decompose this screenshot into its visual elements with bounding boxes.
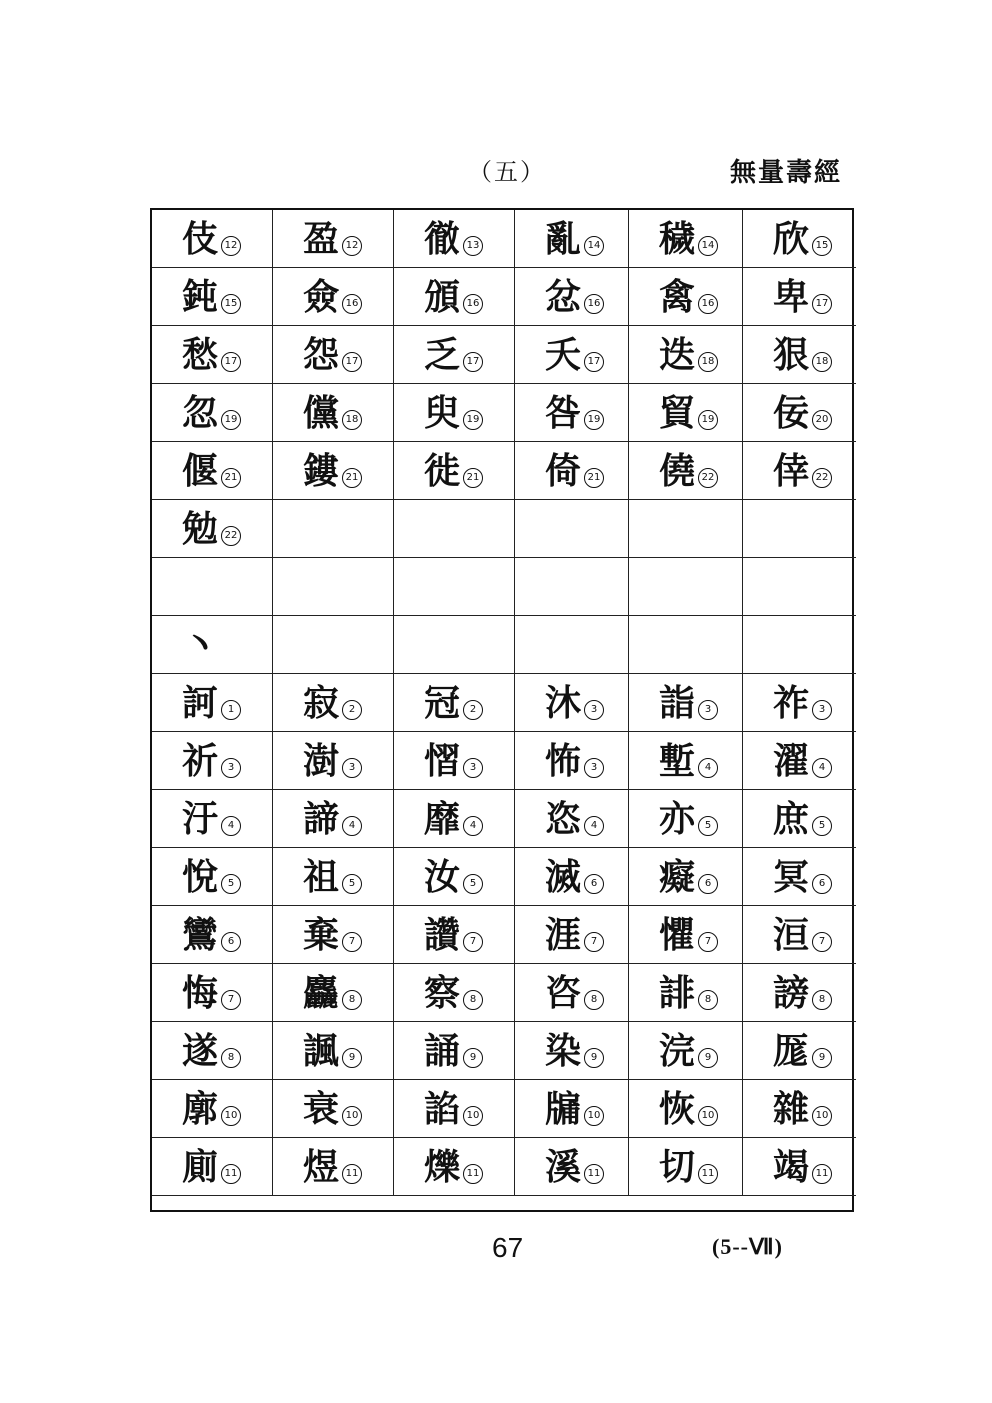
circled-number: 16 [584, 294, 604, 314]
circled-number: 4 [812, 758, 832, 778]
table-cell [273, 500, 394, 558]
table-cell [743, 1080, 856, 1138]
table-cell [394, 848, 515, 906]
character: 棄 [303, 913, 340, 956]
character: 徹 [424, 217, 461, 260]
character: 鈍 [182, 275, 219, 318]
character: 冥 [773, 855, 810, 898]
circled-number: 4 [584, 816, 604, 836]
table-cell [394, 1138, 515, 1196]
character: 塹 [659, 739, 696, 782]
character: 牖 [545, 1087, 582, 1130]
table-cell [515, 848, 629, 906]
table-cell [394, 442, 515, 500]
circled-number: 10 [463, 1106, 483, 1126]
circled-number: 16 [342, 294, 362, 314]
character: 怖 [545, 739, 582, 782]
table-cell [152, 210, 273, 268]
character: 悅 [182, 855, 219, 898]
character: 貿 [659, 391, 696, 434]
circled-number: 10 [698, 1106, 718, 1126]
table-cell [394, 906, 515, 964]
circled-number: 3 [584, 700, 604, 720]
table-cell [743, 674, 856, 732]
character: 欣 [773, 217, 810, 260]
character: 沐 [545, 681, 582, 724]
character: 儻 [303, 391, 340, 434]
table-cell [515, 558, 629, 616]
circled-number: 8 [463, 990, 483, 1010]
character-table [150, 208, 854, 1212]
character: 僥 [659, 449, 696, 492]
circled-number: 5 [342, 874, 362, 894]
character: 靡 [424, 797, 461, 840]
circled-number: 11 [221, 1164, 241, 1184]
character: 穢 [659, 217, 696, 260]
table-cell [273, 558, 394, 616]
table-cell [629, 790, 743, 848]
character: 勉 [182, 507, 219, 550]
volume-code: (5--Ⅶ) [712, 1234, 783, 1259]
character: 夭 [545, 333, 582, 376]
character: 倖 [773, 449, 810, 492]
character: 衰 [303, 1087, 340, 1130]
circled-number: 20 [812, 410, 832, 430]
circled-number: 10 [812, 1106, 832, 1126]
character: 咎 [545, 391, 582, 434]
character: 狠 [773, 333, 810, 376]
circled-number: 10 [221, 1106, 241, 1126]
character: 洹 [773, 913, 810, 956]
circled-number: 4 [221, 816, 241, 836]
table-cell [394, 674, 515, 732]
circled-number: 11 [342, 1164, 362, 1184]
character: 祚 [773, 681, 810, 724]
table-cell [152, 790, 273, 848]
table-cell [515, 1080, 629, 1138]
table-cell [743, 210, 856, 268]
circled-number: 19 [698, 410, 718, 430]
table-cell [743, 616, 856, 674]
circled-number: 16 [463, 294, 483, 314]
table-cell [629, 1138, 743, 1196]
character: 廓 [182, 1087, 219, 1130]
table-cell [629, 500, 743, 558]
circled-number: 8 [342, 990, 362, 1010]
character: 訶 [182, 681, 219, 724]
table-cell [629, 210, 743, 268]
character: 鸞 [182, 913, 219, 956]
table-cell [629, 848, 743, 906]
circled-number: 9 [698, 1048, 718, 1068]
circled-number: 6 [584, 874, 604, 894]
circled-number: 18 [698, 352, 718, 372]
table-cell [743, 558, 856, 616]
character: 亦 [659, 797, 696, 840]
character: 諷 [303, 1029, 340, 1072]
character: 佞 [773, 391, 810, 434]
circled-number: 16 [698, 294, 718, 314]
circled-number: 17 [342, 352, 362, 372]
circled-number: 4 [463, 816, 483, 836]
circled-number: 21 [342, 468, 362, 488]
table-cell [394, 210, 515, 268]
circled-number: 3 [342, 758, 362, 778]
circled-number: 22 [698, 468, 718, 488]
table-cell [629, 268, 743, 326]
table-cell [743, 1138, 856, 1196]
table-cell [743, 268, 856, 326]
character: 讚 [424, 913, 461, 956]
character: 滅 [545, 855, 582, 898]
circled-number: 7 [342, 932, 362, 952]
table-cell [273, 384, 394, 442]
character: 咨 [545, 971, 582, 1014]
circled-number: 4 [342, 816, 362, 836]
character: 爍 [424, 1145, 461, 1188]
table-cell [394, 500, 515, 558]
character: 竭 [773, 1145, 810, 1188]
table-cell [629, 1022, 743, 1080]
table-cell [152, 616, 273, 674]
table-cell [273, 906, 394, 964]
table-cell [515, 906, 629, 964]
table-cell [515, 384, 629, 442]
circled-number: 7 [584, 932, 604, 952]
character: 染 [545, 1029, 582, 1072]
table-cell [273, 790, 394, 848]
circled-number: 17 [812, 294, 832, 314]
table-cell [394, 1022, 515, 1080]
character: 廁 [182, 1145, 219, 1188]
circled-number: 10 [584, 1106, 604, 1126]
circled-number: 4 [698, 758, 718, 778]
character: 雜 [773, 1087, 810, 1130]
table-cell [743, 848, 856, 906]
circled-number: 11 [812, 1164, 832, 1184]
circled-number: 14 [584, 236, 604, 256]
character: 察 [424, 971, 461, 1014]
circled-number: 12 [342, 236, 362, 256]
table-cell [629, 1080, 743, 1138]
circled-number: 9 [463, 1048, 483, 1068]
circled-number: 7 [221, 990, 241, 1010]
table-cell [629, 384, 743, 442]
circled-number: 17 [584, 352, 604, 372]
character: 恢 [659, 1087, 696, 1130]
circled-number: 22 [812, 468, 832, 488]
circled-number: 21 [463, 468, 483, 488]
table-cell [515, 500, 629, 558]
table-cell [152, 906, 273, 964]
table-cell [273, 1022, 394, 1080]
table-cell [515, 616, 629, 674]
circled-number: 3 [812, 700, 832, 720]
circled-number: 10 [342, 1106, 362, 1126]
table-cell [515, 1138, 629, 1196]
character: 悔 [182, 971, 219, 1014]
circled-number: 17 [463, 352, 483, 372]
character: 誹 [659, 971, 696, 1014]
table-cell [743, 1022, 856, 1080]
table-cell [152, 732, 273, 790]
circled-number: 11 [584, 1164, 604, 1184]
character: 汙 [182, 797, 219, 840]
circled-number: 5 [221, 874, 241, 894]
table-cell [394, 732, 515, 790]
table-cell [394, 616, 515, 674]
character: 頒 [424, 275, 461, 318]
character: 忽 [182, 391, 219, 434]
character: 倚 [545, 449, 582, 492]
table-cell [273, 732, 394, 790]
table-cell [629, 616, 743, 674]
circled-number: 6 [221, 932, 241, 952]
table-cell [629, 442, 743, 500]
table-cell [152, 442, 273, 500]
circled-number: 1 [221, 700, 241, 720]
table-cell [152, 848, 273, 906]
table-cell [394, 326, 515, 384]
character: 謗 [773, 971, 810, 1014]
table-cell [394, 558, 515, 616]
circled-number: 11 [698, 1164, 718, 1184]
circled-number: 6 [698, 874, 718, 894]
table-cell [743, 326, 856, 384]
table-cell [152, 674, 273, 732]
character: 鏤 [303, 449, 340, 492]
character: 盈 [303, 217, 340, 260]
circled-number: 14 [698, 236, 718, 256]
character: 僉 [303, 275, 340, 318]
character: 乏 [424, 333, 461, 376]
table-cell [743, 384, 856, 442]
circled-number: 9 [812, 1048, 832, 1068]
circled-number: 2 [342, 700, 362, 720]
character: 臾 [424, 391, 461, 434]
table-cell [515, 674, 629, 732]
table-cell [152, 268, 273, 326]
character: 溪 [545, 1145, 582, 1188]
table-cell [273, 210, 394, 268]
circled-number: 3 [584, 758, 604, 778]
character: 涯 [545, 913, 582, 956]
character: 偃 [182, 449, 219, 492]
character: 祖 [303, 855, 340, 898]
circled-number: 19 [584, 410, 604, 430]
character: 禽 [659, 275, 696, 318]
character: 厖 [773, 1029, 810, 1072]
table-cell [273, 268, 394, 326]
circled-number: 3 [463, 758, 483, 778]
table-cell [394, 964, 515, 1022]
circled-number: 3 [698, 700, 718, 720]
circled-number: 9 [342, 1048, 362, 1068]
table-cell [394, 384, 515, 442]
character: 懼 [659, 913, 696, 956]
table-cell [152, 326, 273, 384]
character: 徙 [424, 449, 461, 492]
character: 詣 [659, 681, 696, 724]
table-cell [743, 732, 856, 790]
circled-number: 2 [463, 700, 483, 720]
character: 誦 [424, 1029, 461, 1072]
circled-number: 7 [463, 932, 483, 952]
table-cell [515, 732, 629, 790]
circled-number: 5 [812, 816, 832, 836]
table-cell [273, 1080, 394, 1138]
character: 卑 [773, 275, 810, 318]
circled-number: 5 [463, 874, 483, 894]
character: 浣 [659, 1029, 696, 1072]
circled-number: 22 [221, 526, 241, 546]
table-cell [629, 732, 743, 790]
circled-number: 15 [221, 294, 241, 314]
table-cell [152, 500, 273, 558]
circled-number: 18 [342, 410, 362, 430]
circled-number: 7 [698, 932, 718, 952]
circled-number: 19 [463, 410, 483, 430]
circled-number: 8 [584, 990, 604, 1010]
table-cell [629, 558, 743, 616]
character: 諦 [303, 797, 340, 840]
character: 慴 [424, 739, 461, 782]
character: 澍 [303, 739, 340, 782]
circled-number: 17 [221, 352, 241, 372]
table-cell [743, 964, 856, 1022]
character: 恣 [545, 797, 582, 840]
character: 汝 [424, 855, 461, 898]
table-cell [273, 674, 394, 732]
table-cell [743, 442, 856, 500]
table-cell [515, 964, 629, 1022]
table-cell [515, 326, 629, 384]
character: 丶 [182, 623, 219, 666]
table-cell [743, 906, 856, 964]
circled-number: 6 [812, 874, 832, 894]
circled-number: 3 [221, 758, 241, 778]
table-cell [515, 210, 629, 268]
circled-number: 11 [463, 1164, 483, 1184]
table-cell [273, 1138, 394, 1196]
character: 遂 [182, 1029, 219, 1072]
character: 怨 [303, 333, 340, 376]
table-cell [152, 558, 273, 616]
page-number: 67 [492, 1232, 524, 1263]
character: 諂 [424, 1087, 461, 1130]
circled-number: 21 [584, 468, 604, 488]
circled-number: 9 [584, 1048, 604, 1068]
table-cell [394, 268, 515, 326]
character: 愁 [182, 333, 219, 376]
table-cell [743, 500, 856, 558]
table-cell [394, 1080, 515, 1138]
table-cell [273, 326, 394, 384]
table-cell [152, 964, 273, 1022]
circled-number: 19 [221, 410, 241, 430]
table-cell [152, 384, 273, 442]
table-cell [515, 268, 629, 326]
character: 濯 [773, 739, 810, 782]
circled-number: 7 [812, 932, 832, 952]
table-cell [629, 326, 743, 384]
circled-number: 12 [221, 236, 241, 256]
character: 伎 [182, 217, 219, 260]
table-cell [515, 1022, 629, 1080]
book-title: 無量壽經 [730, 158, 843, 188]
table-cell [629, 674, 743, 732]
character: 癡 [659, 855, 696, 898]
character: 寂 [303, 681, 340, 724]
circled-number: 8 [221, 1048, 241, 1068]
table-cell [152, 1022, 273, 1080]
character: 亂 [545, 217, 582, 260]
character: 祈 [182, 739, 219, 782]
circled-number: 8 [812, 990, 832, 1010]
character: 切 [659, 1145, 696, 1188]
table-cell [394, 790, 515, 848]
table-cell [515, 442, 629, 500]
circled-number: 18 [812, 352, 832, 372]
table-cell [743, 790, 856, 848]
character: 冠 [424, 681, 461, 724]
table-cell [273, 442, 394, 500]
table-cell [515, 790, 629, 848]
character: 麤 [303, 971, 340, 1014]
character: 庶 [773, 797, 810, 840]
table-cell [152, 1138, 273, 1196]
table-cell [273, 848, 394, 906]
circled-number: 8 [698, 990, 718, 1010]
character: 忿 [545, 275, 582, 318]
table-cell [273, 964, 394, 1022]
table-cell [629, 906, 743, 964]
circled-number: 5 [698, 816, 718, 836]
table-cell [629, 964, 743, 1022]
character: 煜 [303, 1145, 340, 1188]
circled-number: 21 [221, 468, 241, 488]
circled-number: 13 [463, 236, 483, 256]
table-cell [152, 1080, 273, 1138]
table-cell [273, 616, 394, 674]
character: 迭 [659, 333, 696, 376]
section-label: （五） [468, 158, 546, 186]
circled-number: 15 [812, 236, 832, 256]
